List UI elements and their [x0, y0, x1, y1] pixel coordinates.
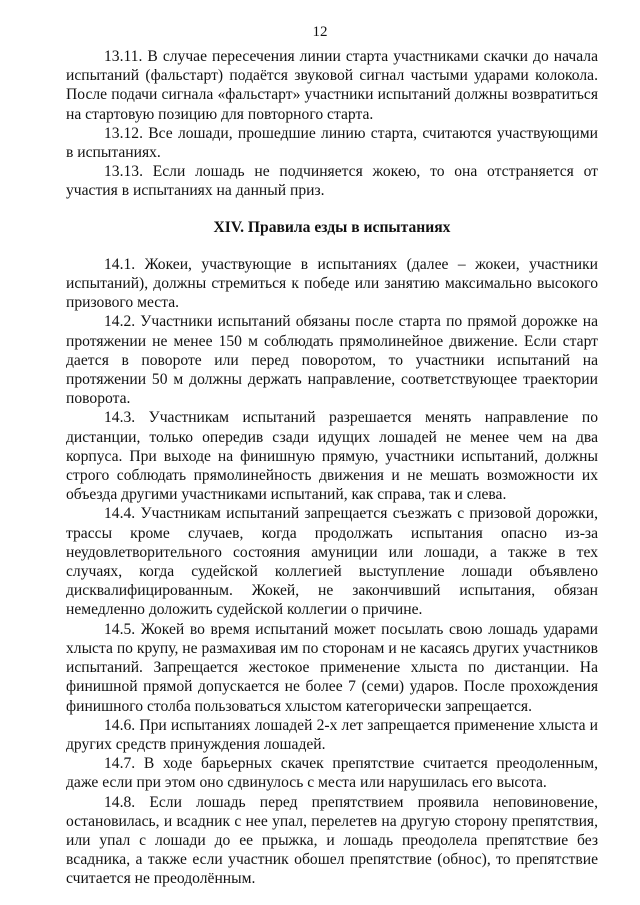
- paragraph-14-2: 14.2. Участники испытаний обязаны после старта по прямой дорожке на протяжении не менее 150 м соблюдать прямолинейное движение. Если старт дается в повороте или перед поворотом, то участники испытаний на протяжении 50 м должны держать направление, соответствующее траектории поворота.: [66, 313, 598, 408]
- paragraph-14-3: 14.3. Участникам испытаний разрешается менять направление по дистанции, только опередив сзади идущих лошадей не менее чем на два корпуса. При выходе на финишную прямую, участники испытаний, должны строго соблюдать прямолинейность движения и не мешать возможности их объезда другими участниками испытаний, как справа, так и слева.: [66, 409, 598, 504]
- paragraph-13-13: 13.13. Если лошадь не подчиняется жокею, то она отстраняется от участия в испытаниях на данный приз.: [66, 163, 598, 200]
- paragraph-14-1: 14.1. Жокеи, участвующие в испытаниях (далее – жокеи, участники испытаний), должны стремиться к победе или занятию максимально высокого призового места.: [66, 255, 598, 312]
- paragraph-14-5: 14.5. Жокей во время испытаний может посылать свою лошадь ударами хлыста по крупу, не размахивая им по сторонам и не касаясь других участников испытаний. Запрещается жестокое применение хлыста по дистанции. На финишной прямой допускается не более 7 (семи) ударов. После прохождения финишного столба пользоваться хлыстом категорически запрещается.: [66, 620, 598, 715]
- paragraph-14-4: 14.4. Участникам испытаний запрещается съезжать с призовой дорожки, трассы кроме случаев, когда продолжать испытания опасно из-за неудовлетворительного состояния амуниции или лошади, а также в тех случаях, когда судейской коллегией выступление лошади объявлено дисквалифицированным. Жокей, не закончивший испытания, обязан немедленно доложить судейской коллегии о причине.: [66, 505, 598, 619]
- paragraph-13-12: 13.12. Все лошади, прошедшие линию старта, считаются участвующими в испытаниях.: [66, 124, 598, 162]
- paragraph-14-7: 14.7. В ходе барьерных скачек препятствие считается преодоленным, даже если при этом оно сдвинулось с места или нарушилась его высота.: [66, 755, 598, 792]
- paragraph-13-11: 13.11. В случае пересечения линии старта участниками скачки до начала испытаний (фальстарт) подаётся звуковой сигнал частыми ударами колокола. После подачи сигнала «фальстарт» участники испытаний должны возвратиться на стартовую позицию для повторного старта.: [66, 48, 598, 123]
- paragraph-14-8: 14.8. Если лошадь перед препятствием проявила неповиновение, остановилась, и всадник с нее упал, перелетев на другую сторону препятствия, или упал с лошади до ее прыжка, и лошадь преодолела препятствие без всадника, а также если участник обошел препятствие (обнос), то препятствие считается не преодолённым.: [66, 793, 598, 888]
- document-body: [66, 47, 598, 889]
- section-title: XIV. Правила езды в испытаниях: [213, 218, 451, 236]
- paragraph-14-6: 14.6. При испытаниях лошадей 2-х лет запрещается применение хлыста и других средств принуждения лошадей.: [66, 716, 598, 753]
- page-number: 12: [312, 24, 328, 40]
